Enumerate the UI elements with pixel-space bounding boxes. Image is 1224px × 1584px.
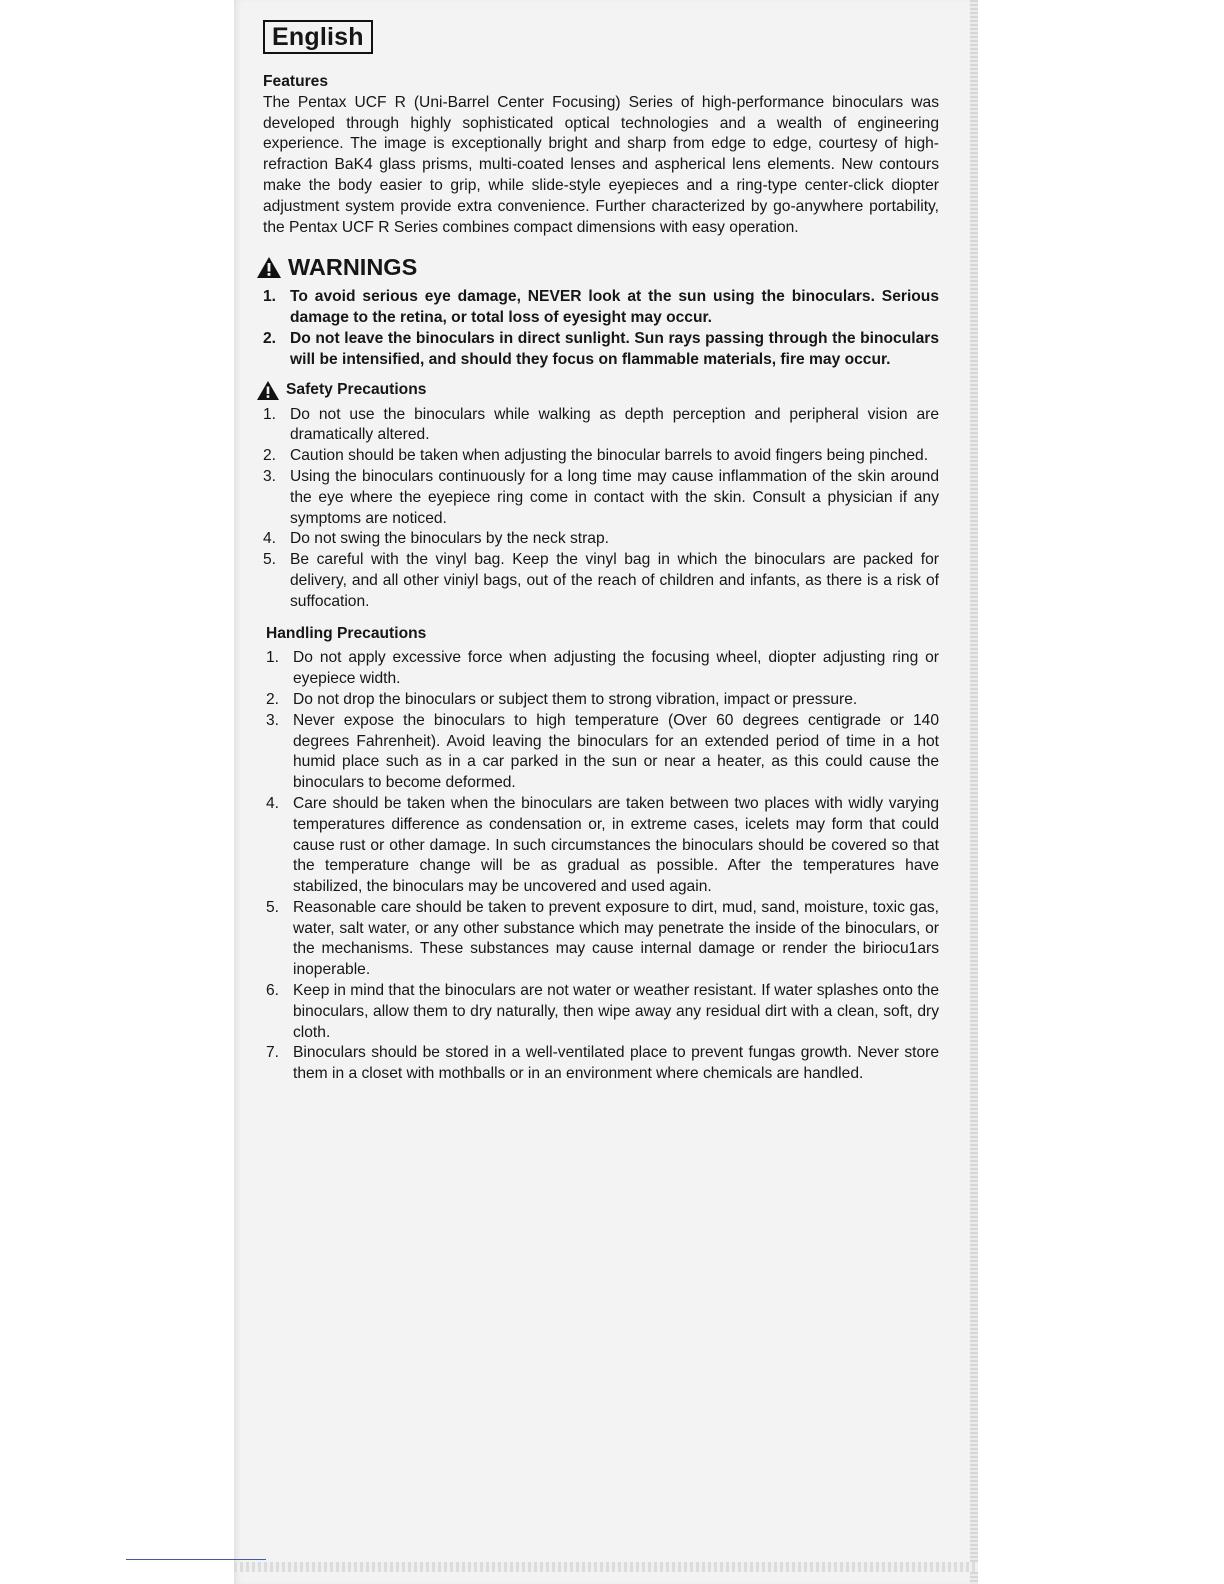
safety-title: Safety Precautions <box>286 380 427 398</box>
handling-list <box>266 648 939 1085</box>
footer-rule <box>126 1559 266 1560</box>
warning-triangle-icon <box>256 256 282 279</box>
item-number: 2. <box>263 447 277 465</box>
item-number: 7. <box>266 1044 280 1062</box>
item-text: Reasonable care should be taken to prevent exposure to dirt, mud, sand, moisture, toxic gas, water, salt water, or any other substance which may penetrate the inside of the binoculars, or the mechanisms. These substances may cause internal damage or render the biriocu1ars inoperable. <box>293 898 939 979</box>
warning-triangle-icon <box>256 380 280 401</box>
item-text: Never expose the binoculars to high temperature (Over 60 degrees centigrade or 140 degrees Fahrenheit). Avoid leaving the binoculars for an extended period of time in a hot humid place such as in a car parked in the sun or near a heater, as this could cause the binoculars to become deformed. <box>293 711 939 792</box>
item-text: Do not drop the binoculars or subject them to strong vibration, impact or pressure. <box>293 690 858 708</box>
list-item <box>263 329 939 371</box>
list-item <box>263 446 939 467</box>
item-text: Do not leave the binoculars in direct sunlight. Sun rays passing through the binoculars will be intensified, and should they focus on flammable materials, fire may occur. <box>290 329 939 368</box>
warnings-title: WARNINGS <box>288 254 418 281</box>
item-text: Caution should be taken when adjusting the binocular barrels to avoid fingers being pinched. <box>290 447 929 465</box>
list-item <box>266 794 939 898</box>
item-text: Keep in mind that the binoculars are not water or weather resistant. If water splashes onto the binoculars, allow them to dry naturally, then wipe away any residual dirt with a clean, soft, dry cloth. <box>293 982 939 1041</box>
safety-list <box>263 405 939 613</box>
item-text: Do not use the binoculars while walking as depth perception and peripheral vision are dramatically altered. <box>290 405 939 444</box>
item-text: Binoculars should be stored in a well-ventilated place to prevent fungas growth. Never store them in a closet with mothballs or in an environment where chemicals are handled. <box>293 1044 939 1083</box>
list-item <box>266 690 939 711</box>
page-edge <box>970 0 978 1584</box>
item-number: 4. <box>263 530 277 548</box>
item-text: Using the binoculars continuously for a long time may cause inflammation of the skin around the eye where the eyepiece ring come in contact with the skin. Consult a physician if any symptoms are noticed. <box>290 467 939 527</box>
list-item <box>266 711 939 794</box>
safety-heading <box>256 380 939 401</box>
item-number: 5. <box>263 551 277 569</box>
item-number: 2. <box>263 329 277 347</box>
item-number: 3. <box>263 467 277 485</box>
document-content <box>263 20 939 1085</box>
item-text: Be careful with the vinyl bag. Keep the vinyl bag in which the binoculars are packed for delivery, and all other viniyl bags, out of the reach of children and infants, as there is a risk of suffocation. <box>290 551 939 610</box>
warnings-heading <box>256 252 939 282</box>
item-number: 5. <box>266 898 280 916</box>
item-text: Do not apply excessive force when adjusting the focusing wheel, diopter adjusting ring or eyepiece width. <box>293 649 939 688</box>
item-text: Do not swing the binoculars by the neck strap. <box>290 530 609 548</box>
item-number: 6. <box>266 982 280 1000</box>
item-number: 4. <box>266 794 280 812</box>
list-item <box>263 467 939 529</box>
features-heading: Features <box>263 73 329 90</box>
handling-heading: Handling Precautions <box>266 624 427 642</box>
list-item <box>266 898 939 981</box>
item-text: Care should be taken when the binoculars are taken between two places with widly varying temperatures difference as condensation or, in extreme cases, icelets may form that could cause rust or other damage. In such circumstances the binoculars should be covered so that the temperature change will be as gradual as possible. After the temperatures have stabilized, the binoculars may be uncovered and used again. <box>293 794 939 896</box>
handling-section <box>266 624 939 1086</box>
item-number: 1. <box>263 288 277 306</box>
list-item <box>266 648 939 690</box>
list-item <box>263 529 939 550</box>
language-label: English <box>263 20 373 54</box>
warnings-list <box>263 287 939 370</box>
features-text: The Pentax UCF R (Uni-Barrel Center Focusing) Series of high-performance binoculars was developed through highly sophisticated optical technologies and a wealth of engineering experience. The image is exceptionally bright and sharp from edge to edge, courtesy of high-refraction BaK4 glass prisms, multi-coated lenses and aspherical lens elements. New contours make the body easier to grip, while slide-style eyepieces and a ring-type center-click diopter adjustment system provide extra convenience. Further characterized by go-anywhere portability, the Pentax UCF R Series combines compact dimensions with easy operation. <box>263 93 939 236</box>
list-item <box>263 287 939 329</box>
item-number: 1. <box>263 405 277 423</box>
list-item <box>263 405 939 447</box>
list-item <box>266 1043 939 1085</box>
item-number: 1. <box>266 649 280 667</box>
list-item <box>266 981 939 1043</box>
item-text: To avoid serious eye damage, NEVER look at the sun using the binoculars. Serious damage to the retina, or total loss of eyesight may occur. <box>290 288 939 327</box>
item-number: 2. <box>266 690 280 708</box>
page-bottom-edge <box>234 1562 978 1572</box>
list-item <box>263 550 939 612</box>
item-number: 3. <box>266 711 280 729</box>
